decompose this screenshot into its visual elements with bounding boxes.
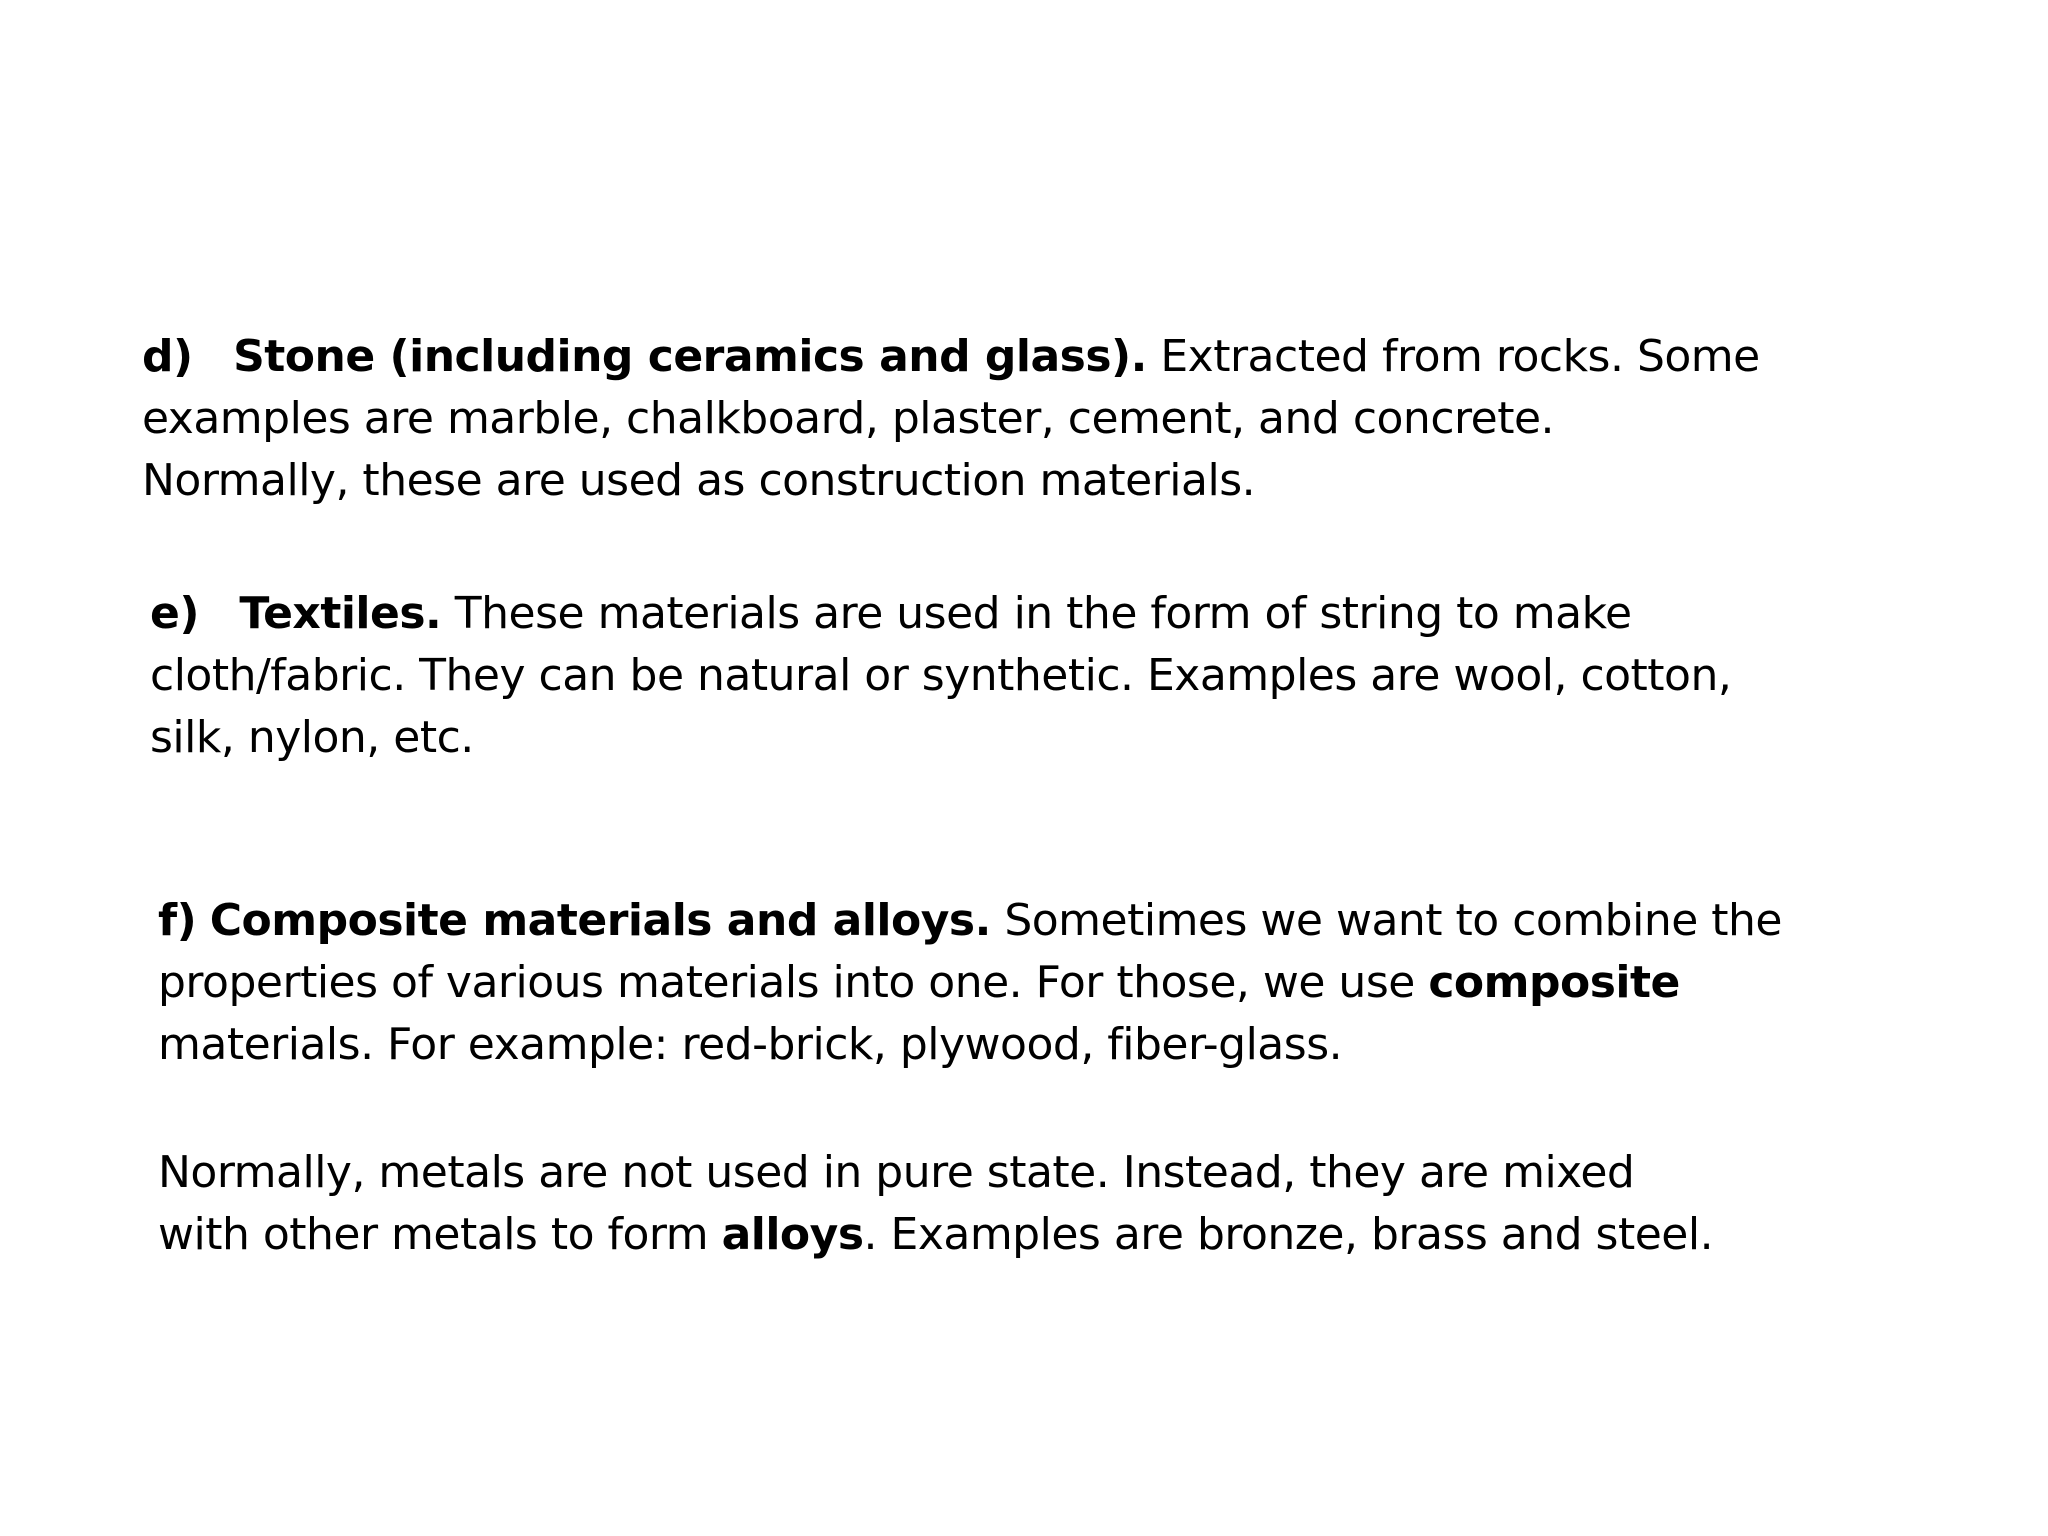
section-textiles-text-3: silk, nylon, etc. [150, 712, 474, 763]
section-stone-text-3: Normally, these are used as construction materials. [142, 455, 1256, 506]
section-alloys-text-1: Normally, metals are not used in pure state. Instead, they are mixed [158, 1147, 1635, 1198]
section-stone [142, 326, 1760, 512]
section-composites-heading: Composite materials and alloys. [209, 895, 991, 946]
section-composites-text-1: Sometimes we want to combine the [1004, 895, 1782, 946]
section-composites-text-2: properties of various materials into one. For those, we use [158, 957, 1415, 1008]
section-composites-line-1 [158, 890, 1894, 952]
section-alloys-line-2 [158, 1204, 1894, 1266]
section-alloys-text-3: . Examples are bronze, brass and steel. [863, 1209, 1714, 1260]
section-textiles-heading: Textiles. [239, 588, 442, 639]
section-stone-line-1 [142, 326, 1760, 388]
section-composites-text-3: materials. For example: red-brick, plywood, fiber-glass. [158, 1019, 1343, 1070]
section-stone-text-2: examples are marble, chalkboard, plaster, cement, and concrete. [142, 393, 1555, 444]
section-textiles-text-1: These materials are used in the form of string to make [454, 588, 1632, 639]
section-stone-text-1: Extracted from rocks. Some [1160, 331, 1760, 382]
alloys-term: alloys [721, 1209, 864, 1260]
section-stone-heading: Stone (including ceramics and glass). [233, 331, 1147, 382]
section-textiles [150, 583, 1731, 769]
section-composites-line-2 [158, 952, 1894, 1014]
section-alloys-text-2: with other metals to form [158, 1209, 709, 1260]
composite-term: composite [1428, 957, 1680, 1008]
section-composites [158, 890, 1894, 1076]
section-textiles-marker: e) [150, 588, 199, 639]
section-alloys-paragraph [158, 1142, 1894, 1266]
section-textiles-text-2: cloth/fabric. They can be natural or synthetic. Examples are wool, cotton, [150, 650, 1732, 701]
section-stone-marker: d) [142, 331, 193, 382]
section-composites-marker: f) [158, 895, 197, 946]
section-textiles-line-1 [150, 583, 1731, 645]
